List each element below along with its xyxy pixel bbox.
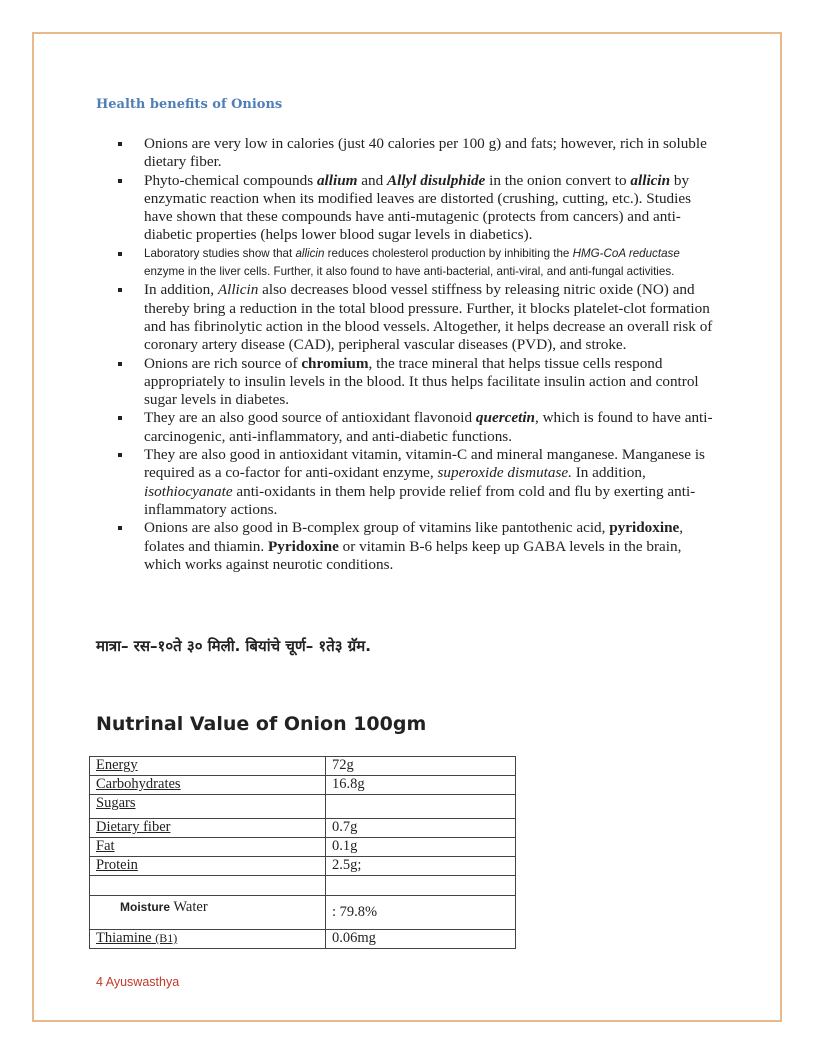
benefit-text: Allicin	[217, 281, 259, 299]
benefit-text: allicin	[630, 171, 671, 189]
benefit-text: isothiocyanate	[144, 482, 233, 500]
benefit-text: Onions are very low in calories (just 40 calories per 100 g) and fats; however, rich in soluble dietary fiber.	[144, 135, 707, 171]
benefit-text: They are also good in antioxidant vitamin, vitamin-C and mineral manganese. Manganese is required as a co-factor for anti-oxidant enzyme,	[144, 446, 705, 482]
benefit-text: Onions are rich source of	[144, 354, 302, 372]
nutrient-label: Dietary fiber	[90, 819, 326, 838]
nutrient-value	[326, 795, 516, 819]
nutrient-value: 72g	[326, 757, 516, 776]
nutrient-value: 0.1g	[326, 838, 516, 857]
benefit-item	[118, 355, 722, 410]
moisture-label: Moisture	[120, 900, 171, 914]
benefit-item	[118, 281, 722, 354]
benefit-item	[118, 446, 722, 519]
benefit-text: chromium	[301, 354, 369, 372]
benefit-text: allicin	[295, 246, 325, 260]
nutrient-label: Energy	[90, 757, 326, 776]
table-row	[90, 857, 516, 876]
nutrient-value: 0.7g	[326, 819, 516, 838]
nutrient-value: 16.8g	[326, 776, 516, 795]
benefit-text: , which is found to have anti-carcinogenic, anti-inflammatory, and anti-diabetic functions.	[144, 409, 713, 445]
table-row	[90, 819, 516, 838]
benefit-text: reduces cholesterol production by inhibiting the	[324, 246, 573, 260]
benefit-text: by enzymatic reaction when its modified leaves are distorted (crushing, cutting, etc.). Studies have shown that these compounds have anti-mutagenic (protects from cancers) and anti-diabetic properties (helps lower blood sugar levels in diabetics).	[144, 171, 692, 244]
benefit-text: HMG-CoA reductase	[572, 246, 680, 260]
footer-page-label: 4 Ayuswasthya	[96, 975, 180, 989]
benefit-item	[118, 172, 722, 245]
section-heading: Health benefits of Onions	[96, 97, 283, 112]
benefit-text: , the trace mineral that helps tissue cells respond appropriately to insulin levels in the blood. It thus helps facilitate insulin action and control sugar levels in diabetes.	[144, 354, 699, 409]
benefit-text: allium	[316, 171, 358, 189]
table-row	[90, 757, 516, 776]
benefit-item	[118, 519, 722, 574]
table-title: Nutrinal Value of Onion 100gm	[96, 713, 427, 735]
nutrient-label	[90, 896, 326, 930]
benefit-item	[118, 409, 722, 446]
nutrient-label: Carbohydrates	[90, 776, 326, 795]
water-label: Water	[173, 899, 208, 915]
table-row	[90, 930, 516, 949]
benefit-text: also decreases blood vessel stiffness by releasing nitric oxide (NO) and thereby bring a reduction in the total blood pressure. Further, it blocks platelet-clot formation and has fibrinolytic action in the blood vessels. Altogether, it helps decrease an overall risk of coronary artery disease (CAD), peripheral vascular diseases (PVD), and stroke.	[144, 281, 713, 354]
benefit-text: , folates and thiamin.	[144, 519, 684, 555]
benefit-text: Phyto-chemical compounds	[144, 171, 317, 189]
benefit-text: and	[357, 171, 387, 189]
nutrient-value: 2.5g;	[326, 857, 516, 876]
benefit-text: Allyl disulphide	[386, 171, 486, 189]
benefit-text: Onions are also good in B-complex group of vitamins like pantothenic acid,	[144, 519, 610, 537]
benefit-text: or vitamin B-6 helps keep up GABA levels in the brain, which works against neurotic conditions.	[144, 537, 682, 573]
table-row	[90, 776, 516, 795]
benefit-text: in the onion convert to	[485, 171, 631, 189]
benefit-text: Laboratory studies show that	[144, 246, 296, 260]
nutrient-label	[90, 876, 326, 896]
nutrition-table	[89, 756, 516, 949]
benefit-text: quercetin	[475, 409, 535, 427]
benefit-text: pyridoxine	[609, 519, 680, 537]
benefit-text: They are an also good source of antioxidant flavonoid	[144, 409, 476, 427]
benefit-item	[118, 135, 722, 172]
nutrient-label: Sugars	[90, 795, 326, 819]
benefit-text: Pyridoxine	[268, 537, 339, 555]
benefit-text: superoxide dismutase.	[437, 464, 572, 482]
benefit-text: enzyme in the liver cells. Further, it also found to have anti-bacterial, anti-viral, and anti-fungal activities.	[144, 265, 675, 279]
benefit-text: In addition,	[571, 464, 646, 482]
table-row	[90, 838, 516, 857]
dosage-line: मात्रा– रस–१०ते ३० मिली. बियांचे चूर्ण– १ते३ ग्रॅम.	[96, 637, 371, 655]
nutrient-value	[326, 876, 516, 896]
nutrient-value: 0.06mg	[326, 930, 516, 949]
nutrient-label	[90, 930, 326, 949]
benefits-list	[118, 135, 722, 574]
thiamine-label: Thiamine	[96, 930, 152, 946]
benefit-item	[118, 245, 722, 282]
table-row	[90, 795, 516, 819]
thiamine-sub-label: (B1)	[155, 931, 178, 945]
benefit-text: anti-oxidants in them help provide relief from cold and flu by exerting anti-inflammatory actions.	[144, 482, 696, 518]
benefit-text: In addition,	[144, 281, 218, 299]
table-row	[90, 896, 516, 930]
nutrient-label: Protein	[90, 857, 326, 876]
nutrient-value: : 79.8%	[326, 896, 516, 930]
nutrient-label: Fat	[90, 838, 326, 857]
table-row	[90, 876, 516, 896]
